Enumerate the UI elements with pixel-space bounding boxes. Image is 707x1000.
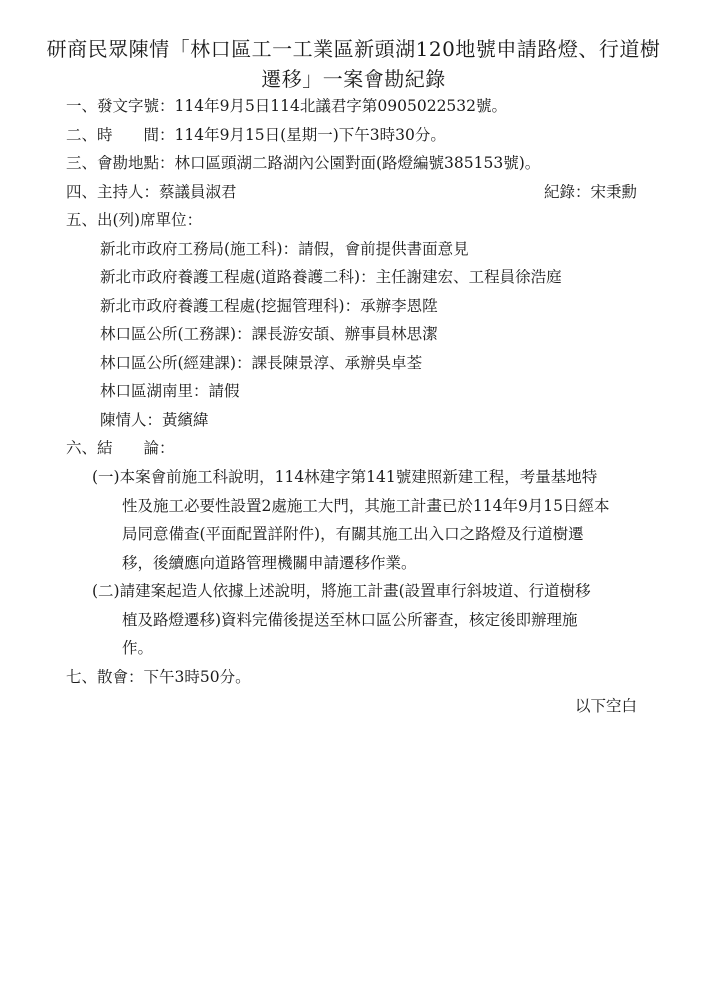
host-line: 四、主持人：蔡議員淑君 (66, 183, 237, 201)
attendee-item: 林口區湖南里：請假 (100, 382, 240, 400)
attendee-item: 林口區公所(工務課)：課長游安頡、辦事員林思潔 (100, 325, 438, 343)
attendee-item: 陳情人：黃繽緯 (100, 411, 209, 429)
conclusion-2-line: 植及路燈遷移)資料完備後提送至林口區公所審查，核定後即辦理施 (122, 611, 578, 629)
title-line-2: 遷移」一案會勘紀錄 (261, 67, 446, 91)
attendee-item: 新北市政府養護工程處(挖掘管理科)：承辦李恩陞 (100, 297, 438, 315)
end-note: 以下空白 (574, 697, 637, 715)
attendee-item: 新北市政府養護工程處(道路養護二科)：主任謝建宏、工程員徐浩庭 (100, 268, 562, 286)
doc-number-line: 一、發文字號：114年9月5日114北議君字第0905022532號。 (66, 97, 508, 115)
conclusion-2-line: 作。 (122, 639, 154, 657)
attendee-item: 新北市政府工務局(施工科)：請假，會前提供書面意見 (100, 240, 469, 258)
adjourn-line: 七、散會：下午3時50分。 (66, 668, 251, 686)
meeting-time-line: 二、時 間：114年9月15日(星期一)下午3時30分。 (66, 126, 446, 144)
conclusion-2-line: (二)請建案起造人依據上述說明，將施工計畫(設置車行斜坡道、行道樹移 (92, 582, 591, 600)
conclusion-1-line: (一)本案會前施工科說明，114林建字第141號建照新建工程，考量基地特 (92, 468, 598, 486)
conclusion-1-line: 移，後續應向道路管理機關申請遷移作業。 (122, 554, 417, 572)
attendees-heading: 五、出(列)席單位： (66, 211, 203, 229)
conclusion-heading: 六、結 論： (66, 439, 175, 457)
conclusion-1-line: 性及施工必要性設置2處施工大門，其施工計畫已於114年9月15日經本 (122, 497, 610, 515)
document-title (40, 34, 667, 94)
meeting-place-line: 三、會勘地點：林口區頭湖二路湖內公園對面(路燈編號385153號)。 (66, 154, 541, 172)
title-line-1: 研商民眾陳情「林口區工一工業區新頭湖120地號申請路燈、行道樹 (46, 37, 661, 61)
attendee-item: 林口區公所(經建課)：課長陳景淳、承辦吳卓荃 (100, 354, 423, 372)
recorder-line: 紀錄：宋秉勳 (543, 183, 637, 201)
conclusion-1-line: 局同意備查(平面配置詳附件)，有關其施工出入口之路燈及行道樹遷 (122, 525, 584, 543)
